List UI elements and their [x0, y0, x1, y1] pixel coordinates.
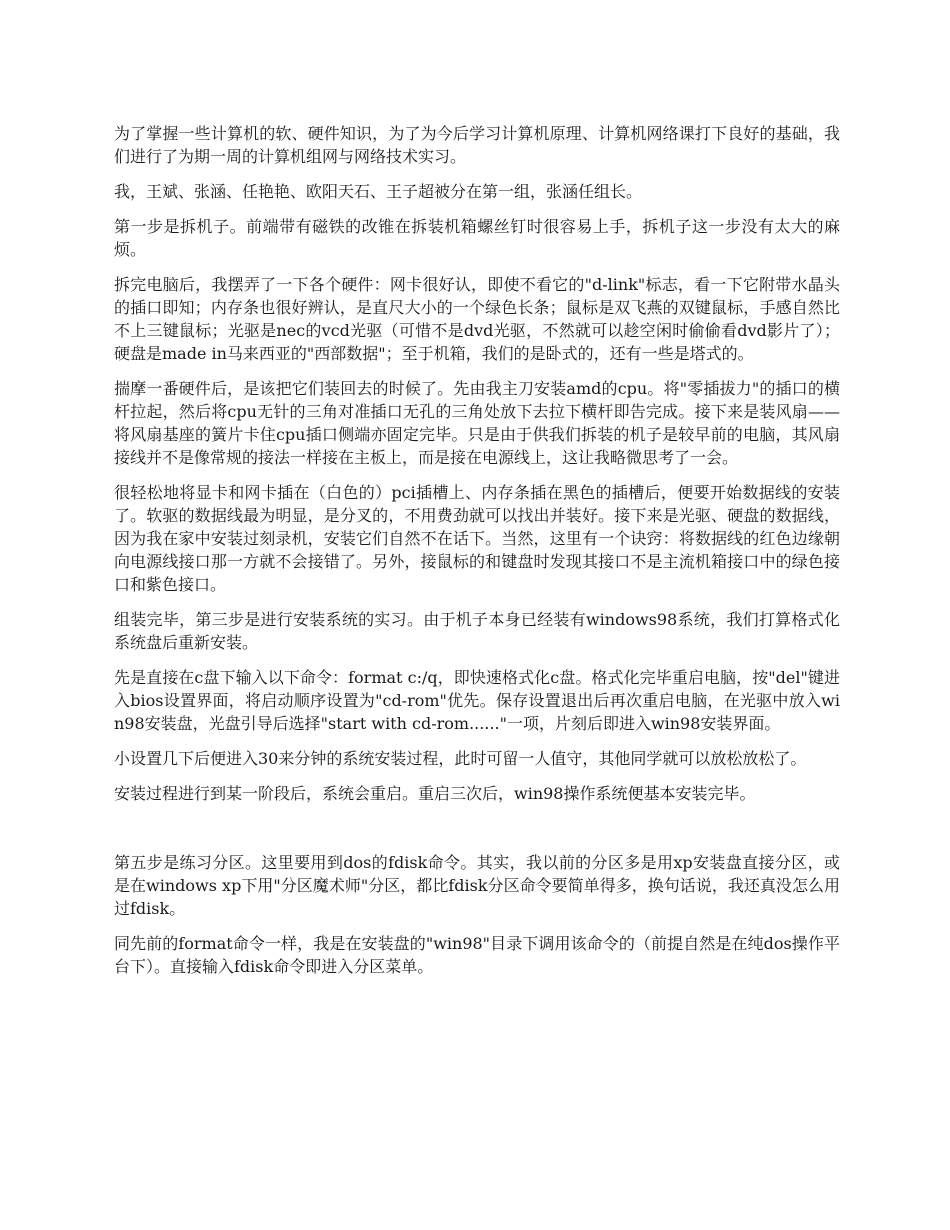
paragraph-setup-progress: 小设置几下后便进入30来分钟的系统安装过程，此时可留一人值守，其他同学就可以放松放松了。 — [114, 749, 807, 768]
paragraph-partition: 第五步是练习分区。这里要用到dos的fdisk命令。其实，我以前的分区多是用xp安装盘直接分区，或是在windows xp下用"分区魔术师"分区，都比fdisk分区命令要简单得多，换句话说，我还真没怎么用过fdisk。 — [114, 853, 840, 918]
paragraph-fdisk: 同先前的format命令一样，我是在安装盘的"win98"目录下调用该命令的（前提自然是在纯dos操作平台下）。直接输入fdisk命令即进入分区菜单。 — [114, 934, 840, 976]
section-gap — [114, 817, 840, 851]
paragraph-hardware: 拆完电脑后，我摆弄了一下各个硬件：网卡很好认，即使不看它的"d-link"标志，看一下它附带水晶头的插口即知；内存条也很好辨认，是直尺大小的一个绿色长条；鼠标是双飞燕的双键鼠标，手感自然比不上三键鼠标；光驱是nec的vcd光驱（可惜不是dvd光驱，不然就可以趁空闲时偷偷看dvd影片了）；硬盘是made in马来西亚的"西部数据"；至于机箱，我们的是卧式的，还有一些是塔式的。 — [114, 275, 840, 363]
paragraph-disassembly: 第一步是拆机子。前端带有磁铁的改锥在拆装机箱螺丝钉时很容易上手，拆机子这一步没有太大的麻烦。 — [114, 217, 840, 259]
paragraph-group-members: 我，王斌、张涵、任艳艳、欧阳天石、王子超被分在第一组，张涵任组长。 — [114, 182, 643, 201]
paragraph-system-install: 组装完毕，第三步是进行安装系统的实习。由于机子本身已经装有windows98系统，我们打算格式化系统盘后重新安装。 — [114, 610, 840, 652]
document-page — [114, 122, 840, 990]
paragraph-cpu-install: 揣摩一番硬件后，是该把它们装回去的时候了。先由我主刀安装amd的cpu。将"零插拔力"的插口的横杆拉起，然后将cpu无针的三角对准插口无孔的三角处放下去拉下横杆即告完成。接下来是装风扇——将风扇基座的簧片卡住cpu插口侧端亦固定完毕。只是由于供我们拆装的机子是较早前的电脑，其风扇接线并不是像常规的接法一样接在主板上，而是接在电源线上，这让我略微思考了一会。 — [114, 379, 840, 467]
paragraph-cards-cables: 很轻松地将显卡和网卡插在（白色的）pci插槽上、内存条插在黑色的插槽后，便要开始数据线的安装了。软驱的数据线最为明显，是分叉的，不用费劲就可以找出并装好。接下来是光驱、硬盘的数据线，因为我在家中安装过刻录机，安装它们自然不在话下。当然，这里有一个诀窍：将数据线的红色边缘朝向电源线接口那一方就不会接错了。另外，接鼠标的和键盘时发现其接口不是主流机箱接口中的绿色接口和紫色接口。 — [114, 483, 840, 594]
paragraph-format: 先是直接在c盘下输入以下命令：format c:/q，即快速格式化c盘。格式化完毕重启电脑，按"del"键进入bios设置界面，将启动顺序设置为"cd-rom"优先。保存设置退出后再次重启电脑，在光驱中放入win98安装盘，光盘引导后选择"start with cd-rom......"一项，片刻后即进入win98安装界面。 — [114, 668, 840, 733]
paragraph-reboot: 安装过程进行到某一阶段后，系统会重启。重启三次后，win98操作系统便基本安装完毕。 — [114, 784, 756, 803]
paragraph-intro: 为了掌握一些计算机的软、硬件知识，为了为今后学习计算机原理、计算机网络课打下良好的基础，我们进行了为期一周的计算机组网与网络技术实习。 — [114, 124, 840, 166]
